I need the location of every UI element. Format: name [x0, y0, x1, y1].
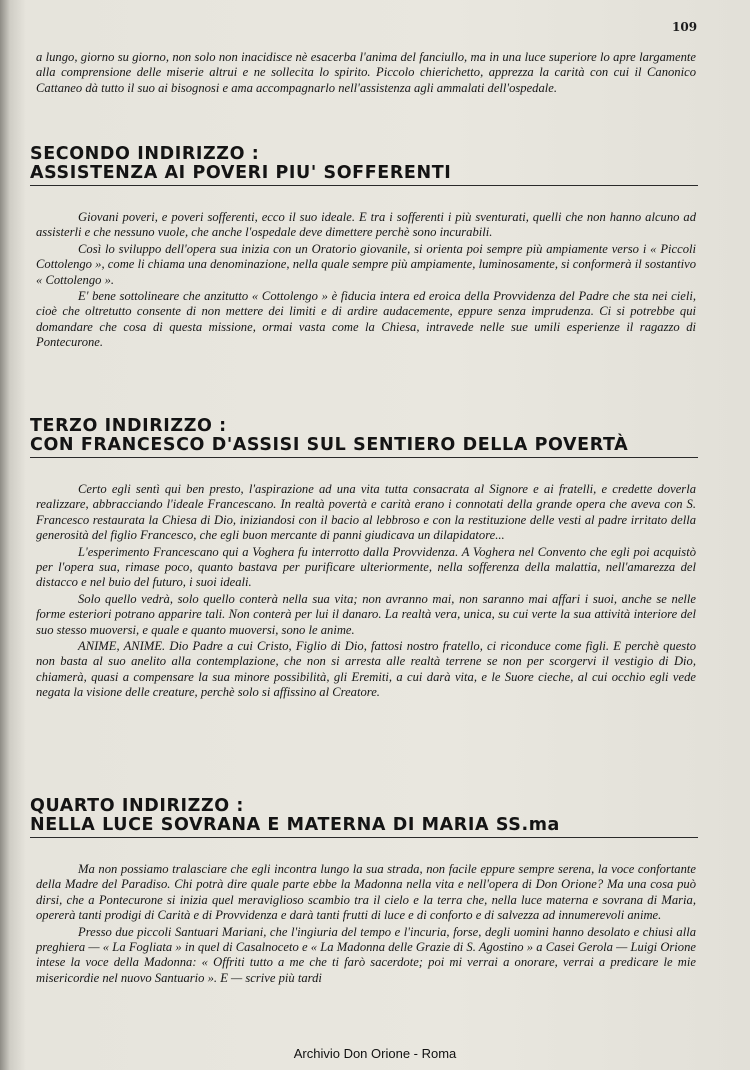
heading-rule — [30, 185, 698, 186]
paragraph: Certo egli sentì qui ben presto, l'aspirazione ad una vita tutta consacrata al Signore e ai fratelli, e credette doverla realizzare, abbracciando l'ideale Francescano. In realtà povertà e carità erano i connotati della grande opera che aveva con S. Francesco restaurata la Chiesa di Dio, iniziandosi con il bacio al lebbroso e con la restituzione delle vesti al padre irritato della generosità del figlio Francesco, che egli buon mercante di panni giudicava un dilapidatore... — [36, 482, 696, 543]
paragraph: Ma non possiamo tralasciare che egli incontra lungo la sua strada, non facile eppure sempre serena, la voce confortante della Madre del Paradiso. Chi potrà dire quale parte ebbe la Madonna nella vita e nell'opera di Don Orione? Ma una cosa può dirsi, che a Pontecurone si inizia quel meraviglioso scambio tra il cielo e la terra che, nella luce materna e sovrana di Maria, opererà tanti prodigi di Carità e di Provvidenza e darà tanti frutti di luce e di conforto e di salvezza ad innumerevoli anime. — [36, 862, 696, 923]
section-heading-quarto — [30, 797, 698, 838]
paragraph: Giovani poveri, e poveri sofferenti, ecco il suo ideale. E tra i sofferenti i più sventurati, quelli che non hanno alcuno ad assisterli e che nessuno vuole, che anche l'ospedale deve dimettere perchè sono incurabili. — [36, 210, 696, 240]
paragraph: ANIME, ANIME. Dio Padre a cui Cristo, Figlio di Dio, fattosi nostro fratello, ci riconduce come figli. E perchè questo non basta al suo anelito alla contemplazione, che non si arresta alle realtà terrene se non per scorgervi il vestigio di Dio, chiamerà, quasi a compensare la sua minore possibilità, gli Eremiti, a cui darà vita, e le Suore cieche, al cui occhio egli vede negata la visione delle creature, perchè solo si affissino al Creatore. — [36, 639, 696, 700]
paragraph: Così lo sviluppo dell'opera sua inizia con un Oratorio giovanile, si orienta poi sempre più ampiamente verso i « Piccoli Cottolengo », come li chiama una denominazione, nella quale sempre più ampiamente, luminosamente, si conformerà il sostantivo « Cottolengo ». — [36, 241, 696, 287]
section-body-secondo — [36, 210, 696, 352]
paragraph: Presso due piccoli Santuari Mariani, che l'ingiuria del tempo e l'incuria, forse, degli uomini hanno desolato e chiusi alla preghiera — « La Fogliata » in quel di Casalnoceto e « La Madonna delle Grazie di S. Agostino » a Casei Gerola — Luigi Orione intese la voce della Madonna: « Offriti tutto a me che ti farò sacerdote; poi mi verrai a onorare, verrai a predicare le mie misericordie nel nuovo Santuario ». E — scrive più tardi — [36, 924, 696, 985]
paragraph: Solo quello vedrà, solo quello conterà nella sua vita; non avranno mai, non saranno mai affari i suoi, anche se nelle forme esteriori potrano apparire tali. Non conterà per lui il danaro. La realtà vera, unica, su cui verte la sua attività interiore del suo stesso muoversi, e quale e quanto muoversi, sono le anime. — [36, 591, 696, 637]
section-title-line2: CON FRANCESCO D'ASSISI SUL SENTIERO DELLA POVERTÀ — [30, 435, 629, 455]
archive-footer: Archivio Don Orione - Roma — [293, 1046, 457, 1061]
paragraph: L'esperimento Francescano qui a Voghera fu interrotto dalla Provvidenza. A Voghera nel Convento che egli poi acquistò per l'opera sua, rimase poco, quanto bastava per purificare ulteriormente, nella sofferenza della malattia, nell'amarezza del distacco e nel buio del futuro, i suoi ideali. — [36, 544, 696, 590]
opening-paragraph-block — [36, 50, 696, 97]
section-title-line1: TERZO INDIRIZZO : — [30, 416, 227, 436]
opening-paragraph: a lungo, giorno su giorno, non solo non inacidisce nè esacerba l'anima del fanciullo, ma in una luce superiore lo apre largamente alla comprensione delle miserie altrui e ne sollecita lo spirito. Piccolo chierichetto, apprezza la carità con cui il Canonico Cattaneo dà tutto il suo ai bisognosi e ama accompagnarlo nell'assistenza agli ammalati dell'ospedale. — [36, 50, 696, 95]
section-title-line1: QUARTO INDIRIZZO : — [30, 796, 245, 816]
paragraph: E' bene sottolineare che anzitutto « Cottolengo » è fiducia intera ed eroica della Provvidenza del Padre che sta nei cieli, cioè che oltretutto consente di non mettere dei limiti e di ardire audacemente, eppure senza imprudenza. Ci si potrebbe qui domandare che cosa di questa missione, ormai vasta come la Chiesa, intravede nelle sue umili esperienze il ragazzo di Pontecurone. — [36, 289, 696, 350]
heading-rule — [30, 837, 698, 838]
page-number: 109 — [672, 20, 698, 34]
section-title-line1: SECONDO INDIRIZZO : — [30, 144, 260, 164]
section-title-line2: ASSISTENZA AI POVERI PIU' SOFFERENTI — [30, 163, 452, 183]
section-heading-secondo — [30, 145, 698, 186]
section-heading-terzo — [30, 417, 698, 458]
section-body-quarto — [36, 862, 696, 987]
section-body-terzo — [36, 482, 696, 702]
section-title-line2: NELLA LUCE SOVRANA E MATERNA DI MARIA SS.ma — [30, 815, 560, 835]
heading-rule — [30, 457, 698, 458]
